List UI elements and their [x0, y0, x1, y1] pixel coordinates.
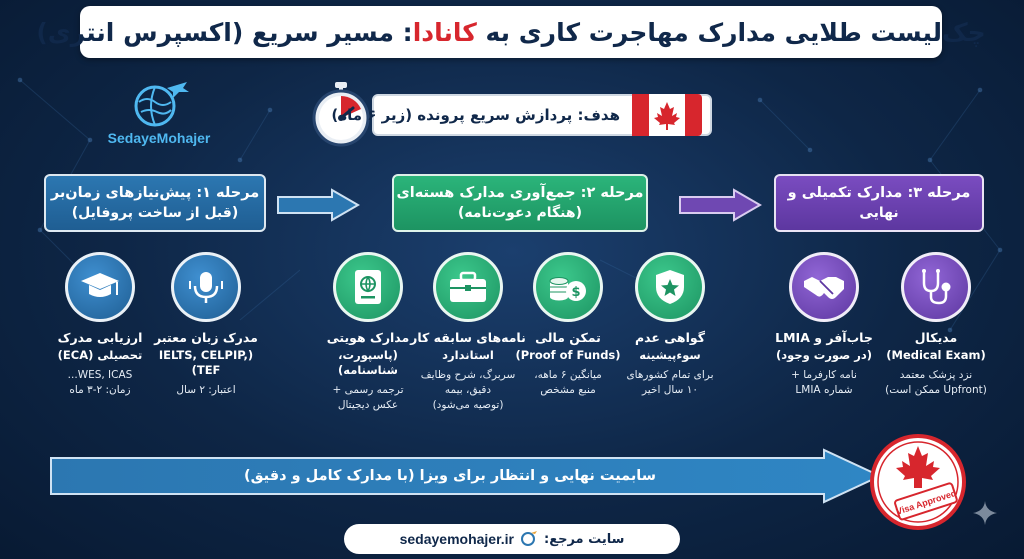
doc-sub: تحصیلی (ECA) — [57, 348, 143, 362]
doc-job-offer — [764, 252, 884, 397]
goal-text: هدف: پردازش سریع پرونده (زیر ۶ ماه) — [331, 106, 620, 124]
stage-subtitle: (هنگام دعوت‌نامه) — [457, 205, 583, 221]
doc-name: مدارک هویتی — [326, 330, 410, 345]
doc-icon-circle — [65, 252, 135, 322]
stage-2-header — [392, 174, 648, 232]
doc-sub: (در صورت وجود) — [775, 348, 873, 362]
visa-approved-icon — [868, 432, 968, 532]
goal-box — [331, 94, 712, 136]
stethoscope-icon — [916, 267, 956, 307]
footer-label: سایت مرجع: — [544, 531, 625, 547]
stage-title: مرحله ۱: پیش‌نیازهای زمان‌بر — [50, 185, 260, 201]
doc-name: جاب‌آفر و LMIA — [775, 330, 873, 345]
doc-name: مدیکال — [914, 330, 958, 345]
doc-name: مدرک زبان معتبر — [154, 330, 258, 345]
footer-source — [344, 524, 680, 554]
doc-icon-circle — [533, 252, 603, 322]
svg-text:$: $ — [571, 285, 581, 300]
doc-note: میانگین ۶ ماهه، — [534, 369, 602, 381]
doc-note: ۱۰ سال اخیر — [642, 384, 698, 396]
stage-3-header — [774, 174, 984, 232]
page-title: چک‌لیست طلایی مدارک مهاجرت کاری به کانادا: مسیر سریع (اکسپرس انتری) — [36, 17, 986, 47]
doc-note: نزد پزشک معتمد — [899, 369, 973, 381]
stage-subtitle: نهایی — [859, 205, 899, 221]
doc-language-certificate — [146, 252, 266, 397]
passport-icon — [351, 267, 385, 307]
stage-subtitle: (قبل از ساخت پروفایل) — [71, 205, 239, 221]
doc-icon-circle — [333, 252, 403, 322]
doc-note: منبع مشخص — [540, 384, 596, 396]
coins-icon — [547, 267, 589, 307]
doc-note: نامه کارفرما + — [791, 369, 857, 381]
doc-identity — [308, 252, 428, 412]
doc-name: تمکن مالی — [535, 330, 601, 345]
stamp-text: Visa Approved — [894, 487, 958, 517]
doc-note: زمان: ۲-۳ ماه — [69, 384, 131, 396]
canada-flag-icon — [632, 94, 702, 136]
arrow-stage-2-to-3 — [678, 188, 762, 222]
doc-police-certificate — [610, 252, 730, 397]
stage-title: مرحله ۳: مدارک تکمیلی و — [787, 185, 971, 201]
doc-icon-circle — [789, 252, 859, 322]
doc-note: (توصیه می‌شود) — [432, 399, 504, 411]
doc-note: دقیق، بیمه — [444, 384, 492, 396]
doc-name: گواهی عدم — [635, 330, 705, 345]
stage-title: مرحله ۲: جمع‌آوری مدارک هسته‌ای — [396, 185, 644, 201]
doc-note: ترجمه رسمی + — [332, 384, 404, 396]
arrow-stage-1-to-2 — [276, 188, 360, 222]
doc-note: WES, ICAS... — [67, 369, 133, 381]
globe-plane-icon — [127, 78, 191, 128]
doc-icon-circle — [433, 252, 503, 322]
final-submit-text: سابمیت نهایی و انتظار برای ویزا (با مدارک کامل و دقیق) — [243, 468, 657, 484]
logo-text: SedayeMohajer — [107, 130, 211, 146]
doc-name: نامه‌های سابقه کار — [410, 330, 526, 345]
title-bar — [36, 6, 986, 58]
doc-sub: استاندارد — [442, 348, 494, 362]
doc-note: سربرگ، شرح وظایف — [420, 369, 516, 381]
doc-note: عکس دیجیتال — [337, 399, 399, 411]
title-highlight: کانادا — [412, 17, 477, 47]
logo — [100, 78, 218, 154]
doc-note: شماره LMIA — [795, 384, 853, 396]
doc-sub: (IELTS, CELPIP, TEF) — [158, 348, 254, 377]
graduation-cap-icon — [79, 267, 121, 307]
doc-medical — [876, 252, 996, 397]
microphone-icon — [186, 267, 226, 307]
doc-sub: (Proof of Funds) — [515, 348, 621, 362]
doc-icon-circle — [901, 252, 971, 322]
globe-plane-icon — [520, 530, 538, 548]
doc-sub: سوءپیشینه — [639, 348, 701, 362]
doc-eca — [40, 252, 160, 397]
police-badge-icon — [651, 267, 689, 307]
footer-url-link[interactable]: sedayemohajer.ir — [399, 531, 514, 547]
handshake-icon — [802, 269, 846, 305]
stage-1-header — [44, 174, 266, 232]
doc-note: برای تمام کشورهای — [626, 369, 714, 381]
doc-note: اعتبار: ۲ سال — [176, 384, 236, 396]
sparkle-icon — [972, 500, 998, 526]
doc-note: (Upfront ممکن است) — [885, 384, 987, 396]
briefcase-icon — [447, 268, 489, 306]
doc-sub: (پاسپورت، شناسنامه) — [338, 348, 398, 377]
doc-sub: (Medical Exam) — [886, 348, 986, 362]
doc-icon-circle — [635, 252, 705, 322]
doc-name: ارزیابی مدرک — [57, 330, 143, 345]
doc-icon-circle — [171, 252, 241, 322]
